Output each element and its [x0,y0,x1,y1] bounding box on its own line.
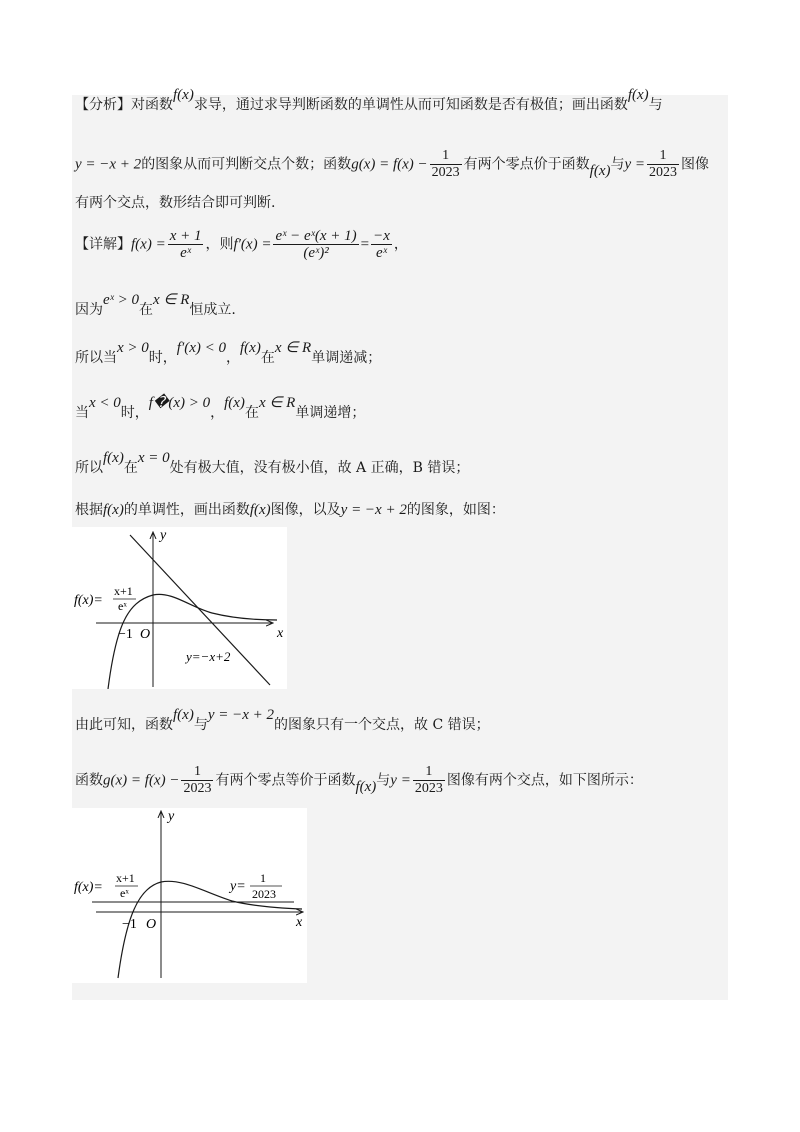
h-label: y= [230,879,246,894]
figure-1 [72,527,287,689]
analysis-line-1: 【分析】对函数f(x)求导，通过求导判断函数的单调性从而可知函数是否有极值；画出函数f(x)与 [75,87,663,113]
analysis-line-2: y = −x + 2的图象从而可判断交点个数；函数g(x) = f(x) − $\frac{1}{2023}$ 有两个零点价于函数f(x)与y = $\frac{1}{2023}$ 图像 [75,148,710,180]
because-line: 因为eˣ > 0在x ∈ R恒成立. [75,292,236,318]
x-axis-label: x [277,626,284,641]
analysis-line-3: 有两个交点，数形结合即可判断. [75,195,276,211]
y-axis-label: y [168,809,175,824]
x-axis-label: x [296,915,303,930]
fraction: $\frac{\text{eˣ − eˣ(x + 1)}}{\text{(eˣ)²}}$ [275,228,357,261]
f-label: f(x)= [74,593,103,608]
h-label-den: 2023 [252,887,276,901]
one-intersection-line: 由此可知，函数f(x)与y = −x + 2的图象只有一个交点，故 C 错误； [75,707,490,733]
decreasing-line: 所以当x > 0时，f′(x) < 0，f(x)在x ∈ R单调递减； [75,340,382,366]
fraction: $\frac{-x}{\text{eˣ}}$ [373,228,390,261]
figure-2 [72,808,307,983]
fraction: $\frac{1}{2023}$ [183,764,212,796]
neg-one-label: −1 [118,627,133,642]
y-axis-label: y [160,528,167,543]
increasing-line: 当x < 0时，f�(x) > 0，f(x)在x ∈ R单调递增； [75,395,366,421]
origin-label: O [140,627,151,642]
f-label-num: x+1 [114,584,133,598]
fraction: $\frac{1}{2023}$ [431,148,460,180]
equivalence-line: 函数g(x) = f(x) − $\frac{1}{2023}$ 有两个零点等价于函数f(x)与y = $\frac{1}{2023}$ 图像有两个交点，如下图所示： [75,764,643,796]
neg-one-label: −1 [122,917,137,932]
fraction: $\frac{x + 1}{\text{eˣ}}$ [169,228,202,261]
f-label-num: x+1 [116,871,135,885]
f-label: f(x)= [74,880,103,895]
conclusion-line: 所以f(x)在x = 0处有极大值，没有极小值，故 A 正确，B 错误； [75,450,470,476]
fraction: $\frac{1}{2023}$ [649,148,678,180]
figure-2-svg [72,808,307,983]
fraction: $\frac{1}{2023}$ [414,764,443,796]
line-label: y=−x+2 [186,649,231,664]
graph-intro-line: 根据f(x)的单调性，画出函数f(x)图像，以及y = −x + 2的图象，如图： [75,502,505,518]
f-curve [108,594,277,689]
detail-line: 【详解】f(x) = $\frac{x + 1}{\text{eˣ}}$ ，则f′(x) = $\frac{\text{eˣ − eˣ(x + 1)}}{\text{(eˣ)²}}$ = $\frac{-x}{\text{eˣ}}$ ， [75,228,408,261]
origin-label: O [146,917,157,932]
figure-1-svg [72,527,287,689]
f-label-den: eˣ [118,599,127,613]
h-label-num: 1 [260,871,266,885]
f-label-den: eˣ [120,886,129,900]
